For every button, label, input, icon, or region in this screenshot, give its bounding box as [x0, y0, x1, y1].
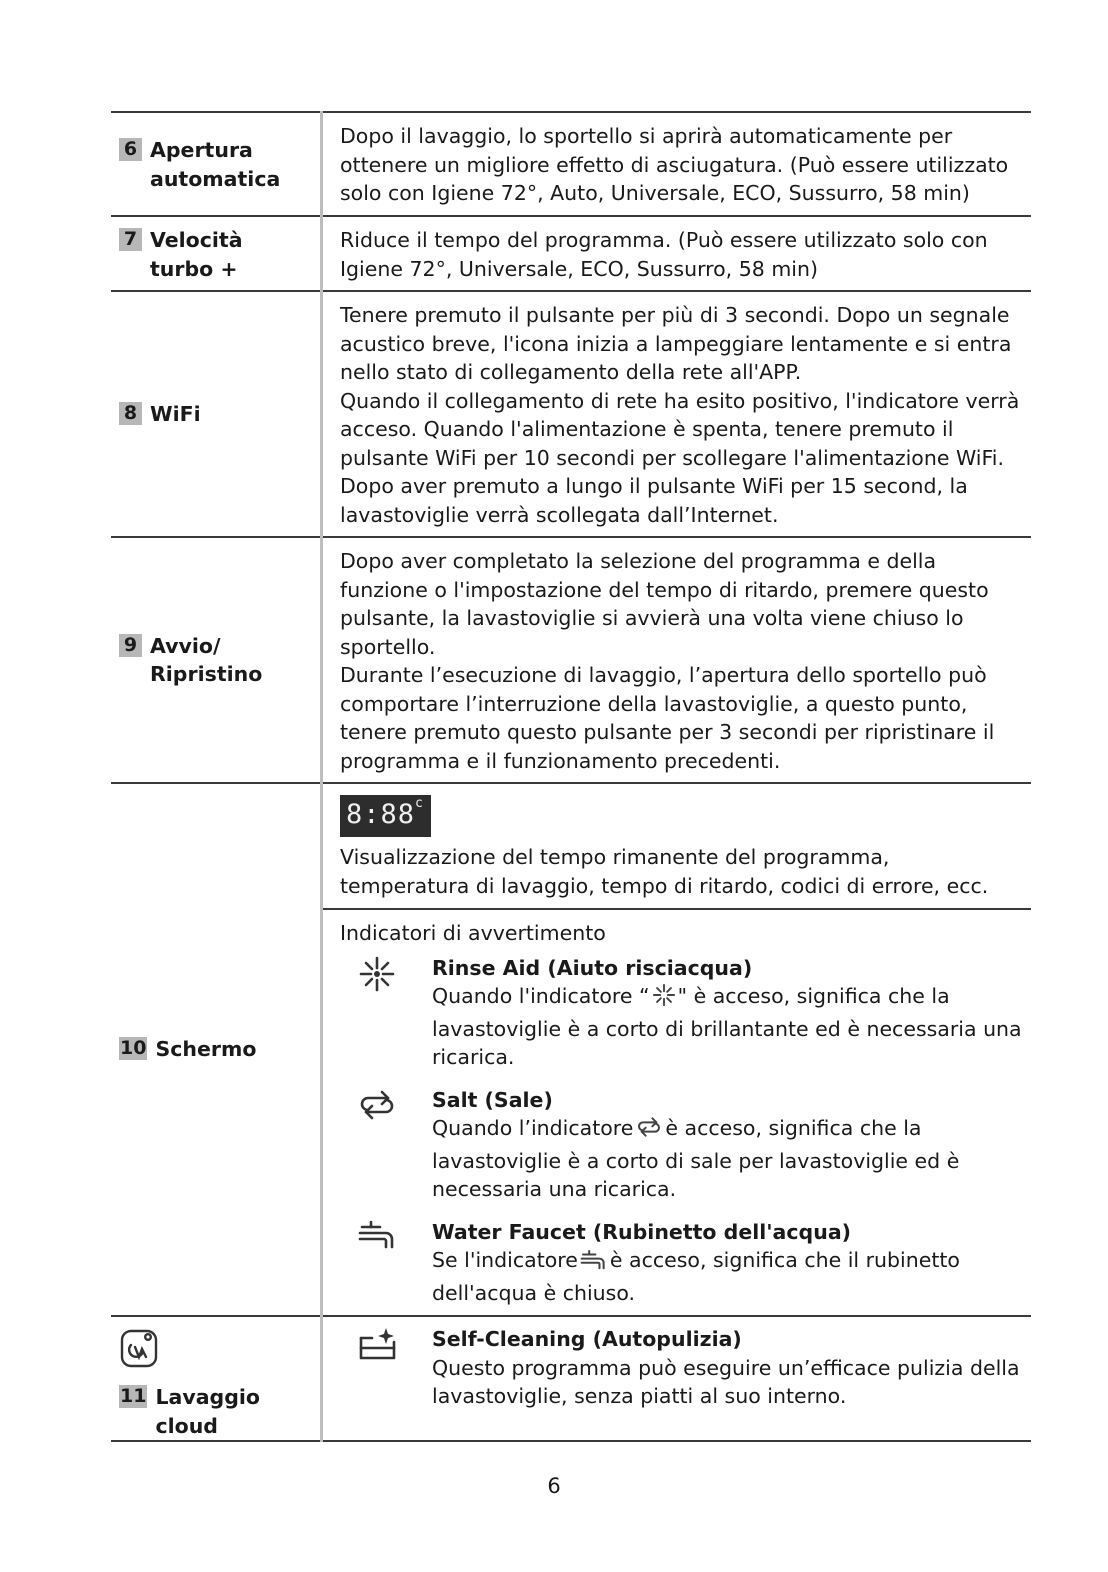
warnings-section	[323, 908, 1031, 1315]
table-row	[111, 783, 1031, 1316]
warning-text-post: è acceso, significa che il rubinetto dell'acqua è chiuso.	[432, 1248, 960, 1305]
table-row	[111, 291, 1031, 537]
cloud-cell	[322, 1316, 1032, 1441]
table-row	[111, 112, 1031, 216]
warnings-title: Indicatori di avvertimento	[340, 921, 606, 945]
item-description: Riduce il tempo del programma. (Può essere utilizzato solo con Igiene 72°, Universale, ECO, Sussurro, 58 min)	[322, 216, 1032, 291]
item-description: Dopo aver completato la selezione del programma e della funzione o l'impostazione del tempo di ritardo, premere questo pulsante, la lavastoviglie si avvierà una volta viene chiuso lo sportello. Durante l’esecuzione di lavaggio, l’apertura dello sportello può comportare l’interruzione della lavastoviglie, a questo punto, tenere premuto questo pulsante per 3 secondi per ripristinare il programma e il funzionamento precedenti.	[322, 537, 1032, 783]
self-cleaning-text: Questo programma può eseguire un’efficace pulizia della lavastoviglie, senza piatti al suo interno.	[432, 1355, 1020, 1408]
sparkle-icon	[652, 983, 676, 1015]
item-number: 11	[120, 1385, 147, 1407]
warning-title: Rinse Aid (Aiuto risciacqua)	[432, 955, 753, 980]
feature-table	[111, 111, 1031, 1442]
item-label: Schermo	[155, 1037, 257, 1062]
warning-title: Water Faucet (Rubinetto dell'acqua)	[432, 1219, 852, 1244]
page-number: 6	[547, 1474, 561, 1498]
display-digits: 8:88	[346, 799, 416, 830]
item-label: Velocità turbo +	[150, 228, 243, 281]
table-row	[111, 216, 1031, 291]
faucet-icon	[340, 1218, 432, 1308]
item-label: WiFi	[150, 401, 201, 426]
label-cell	[111, 783, 322, 1316]
warning-rinse-aid	[340, 954, 1025, 1072]
salt-icon	[635, 1115, 663, 1147]
label-cell	[111, 1316, 322, 1441]
label-cell	[111, 112, 322, 216]
warning-text-post: è acceso, significa che la lavastoviglie è a corto di sale per lavastoviglie ed è necessaria una ricarica.	[432, 1116, 960, 1201]
self-cleaning-icon	[340, 1325, 432, 1411]
warning-salt	[340, 1086, 1025, 1204]
item-label: Avvio/ Ripristino	[150, 633, 263, 686]
label-cell	[111, 537, 322, 783]
warning-text-post: " è acceso, significa che la lavastoviglie è a corto di brillantante ed è necessaria una ricarica.	[432, 984, 1022, 1069]
display-readout	[340, 795, 431, 837]
warning-faucet	[340, 1218, 1025, 1308]
warning-title: Salt (Sale)	[432, 1087, 553, 1112]
self-cleaning-title: Self-Cleaning (Autopulizia)	[432, 1327, 742, 1351]
warning-text-pre: Quando l’indicatore	[432, 1116, 634, 1140]
table-row	[111, 537, 1031, 783]
item-number: 6	[119, 138, 142, 161]
item-number: 10	[120, 1037, 147, 1060]
display-unit: c	[415, 796, 424, 811]
warning-text-pre: Se l'indicatore	[432, 1248, 578, 1272]
item-number: 8	[119, 402, 142, 425]
item-label: Lavaggio cloud	[155, 1385, 261, 1438]
warning-text-pre: Quando l'indicatore “	[432, 984, 650, 1008]
document-page	[111, 111, 1031, 1442]
label-cell	[111, 216, 322, 291]
salt-icon	[340, 1086, 432, 1204]
item-description: Tenere premuto il pulsante per più di 3 secondi. Dopo un segnale acustico breve, l'icona inizia a lampeggiare lentamente e si entra nello stato di collegamento della rete all'APP. Quando il collegamento di rete ha esito positivo, l'indicatore verrà acceso. Quando l'alimentazione è spenta, tenere premuto il pulsante WiFi per 10 secondi per scollegare l'alimentazione WiFi. Dopo aver premuto a lungo il pulsante WiFi per 15 second, la lavastoviglie verrà scollegata dall’Internet.	[322, 291, 1032, 537]
item-label: Apertura automatica	[150, 138, 281, 191]
item-number: 9	[119, 634, 142, 657]
table-row	[111, 1316, 1031, 1441]
sparkle-icon	[340, 954, 432, 1072]
self-cleaning-section	[323, 1317, 1031, 1419]
cloud-wash-icon	[119, 1327, 320, 1373]
self-cleaning-item	[340, 1325, 1025, 1411]
item-description: Dopo il lavaggio, lo sportello si aprirà automaticamente per ottenere un migliore effetto di asciugatura. (Può essere utilizzato solo con Igiene 72°, Auto, Universale, ECO, Sussurro, 58 min)	[322, 112, 1032, 216]
display-section	[323, 784, 1031, 908]
faucet-icon	[580, 1249, 608, 1279]
screen-cell	[322, 783, 1032, 1316]
item-number: 7	[119, 228, 142, 251]
display-description: Visualizzazione del tempo rimanente del programma, temperatura di lavaggio, tempo di ritardo, codici di errore, ecc.	[340, 845, 989, 898]
label-cell	[111, 291, 322, 537]
